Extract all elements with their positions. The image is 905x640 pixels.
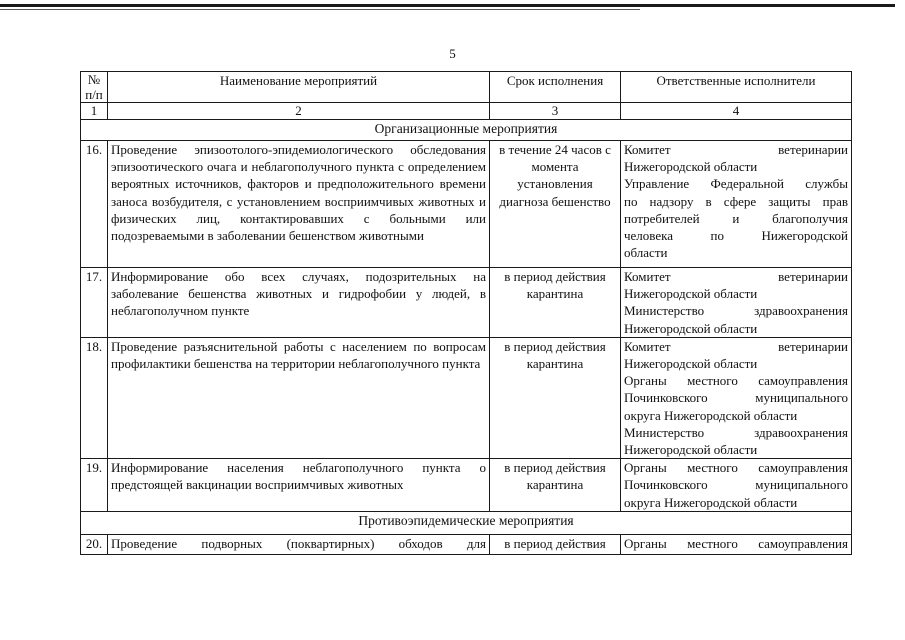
responsible-line: Нижегородской области	[624, 356, 758, 372]
measure-name: Проведение подворных (поквартирных) обходов для	[108, 534, 490, 554]
header-responsible: Ответственные исполнители	[621, 72, 852, 103]
measure-name: Проведение эпизоотолого-эпидемиологического обследования эпизоотического очага и неблагополучного пункта с определением вероятных источников, факторов и предположительного времени заноса возбудителя, с установлением восприимчивых животных и физических лиц, контактировавших с больными или подозреваемыми в заболевании бешенством животными	[108, 141, 490, 268]
responsible-line: Нижегородской области	[624, 159, 758, 175]
responsible-executors	[621, 141, 852, 268]
column-number-row	[81, 103, 852, 120]
responsible-line: Нижегородской области	[624, 320, 758, 336]
header-num: № п/п	[81, 72, 108, 103]
responsible-line: Нижегородской области	[624, 442, 758, 458]
responsible-line: Министерство здравоохранения	[624, 424, 848, 440]
responsible-line: потребителей и благополучия	[624, 210, 848, 226]
responsible-line: Органы местного самоуправления	[624, 535, 848, 551]
responsible-line: Нижегородской области	[624, 286, 758, 302]
responsible-executors	[621, 337, 852, 458]
row-number: 19.	[81, 459, 108, 512]
header-name: Наименование мероприятий	[108, 72, 490, 103]
responsible-line: Управление Федеральной службы	[624, 176, 848, 192]
header-row	[81, 72, 852, 103]
measures-table	[80, 71, 852, 555]
responsible-line: Органы местного самоуправления	[624, 460, 848, 476]
responsible-line: по надзору в сфере защиты прав	[624, 193, 848, 209]
column-number: 1	[81, 103, 108, 120]
table-row	[81, 534, 852, 554]
table-row	[81, 459, 852, 512]
responsible-line: области	[624, 245, 668, 261]
responsible-line: Комитет ветеринарии	[624, 269, 848, 284]
column-number: 3	[490, 103, 621, 120]
responsible-line: человека по Нижегородской	[624, 228, 848, 244]
responsible-line: округа Нижегородской области	[624, 494, 798, 510]
responsible-line: округа Нижегородской области	[624, 407, 798, 423]
section-title: Организационные мероприятия	[81, 120, 852, 141]
column-number: 2	[108, 103, 490, 120]
responsible-executors	[621, 268, 852, 338]
page-number: 5	[449, 46, 456, 61]
table-row	[81, 268, 852, 338]
measure-name: Информирование населения неблагополучного пункта о предстоящей вакцинации восприимчивых животных	[108, 459, 490, 512]
deadline: в период действия карантина	[490, 268, 621, 338]
row-number: 17.	[81, 268, 108, 338]
responsible-line: Министерство здравоохранения	[624, 303, 848, 319]
section-title: Противоэпидемические мероприятия	[81, 511, 852, 534]
responsible-executors	[621, 534, 852, 554]
top-border-rule-thin	[0, 9, 640, 10]
row-number: 18.	[81, 337, 108, 458]
top-border-rule	[0, 4, 895, 7]
responsible-line: Комитет ветеринарии	[624, 338, 848, 354]
deadline: в период действия карантина	[490, 337, 621, 458]
responsible-line: Починковского муниципального	[624, 390, 848, 406]
deadline: в период действия карантина	[490, 459, 621, 512]
section-row-organizational	[81, 120, 852, 141]
table-row	[81, 141, 852, 268]
responsible-line: Починковского муниципального	[624, 477, 848, 493]
measure-name: Проведение разъяснительной работы с населением по вопросам профилактики бешенства на территории неблагополучного пункта	[108, 337, 490, 458]
responsible-executors	[621, 459, 852, 512]
responsible-line: Комитет ветеринарии	[624, 142, 848, 157]
deadline: в течение 24 часов с момента установления диагноза бешенство	[490, 141, 621, 268]
row-number: 16.	[81, 141, 108, 268]
row-number: 20.	[81, 534, 108, 554]
deadline: в период действия	[490, 534, 621, 554]
measure-name: Информирование обо всех случаях, подозрительных на заболевание бешенства животных и гидрофобии у людей, в неблагополучном пункте	[108, 268, 490, 338]
column-number: 4	[621, 103, 852, 120]
section-row-anti-epidemic	[81, 511, 852, 534]
table-row	[81, 337, 852, 458]
header-term: Срок исполнения	[490, 72, 621, 103]
responsible-line: Органы местного самоуправления	[624, 373, 848, 389]
